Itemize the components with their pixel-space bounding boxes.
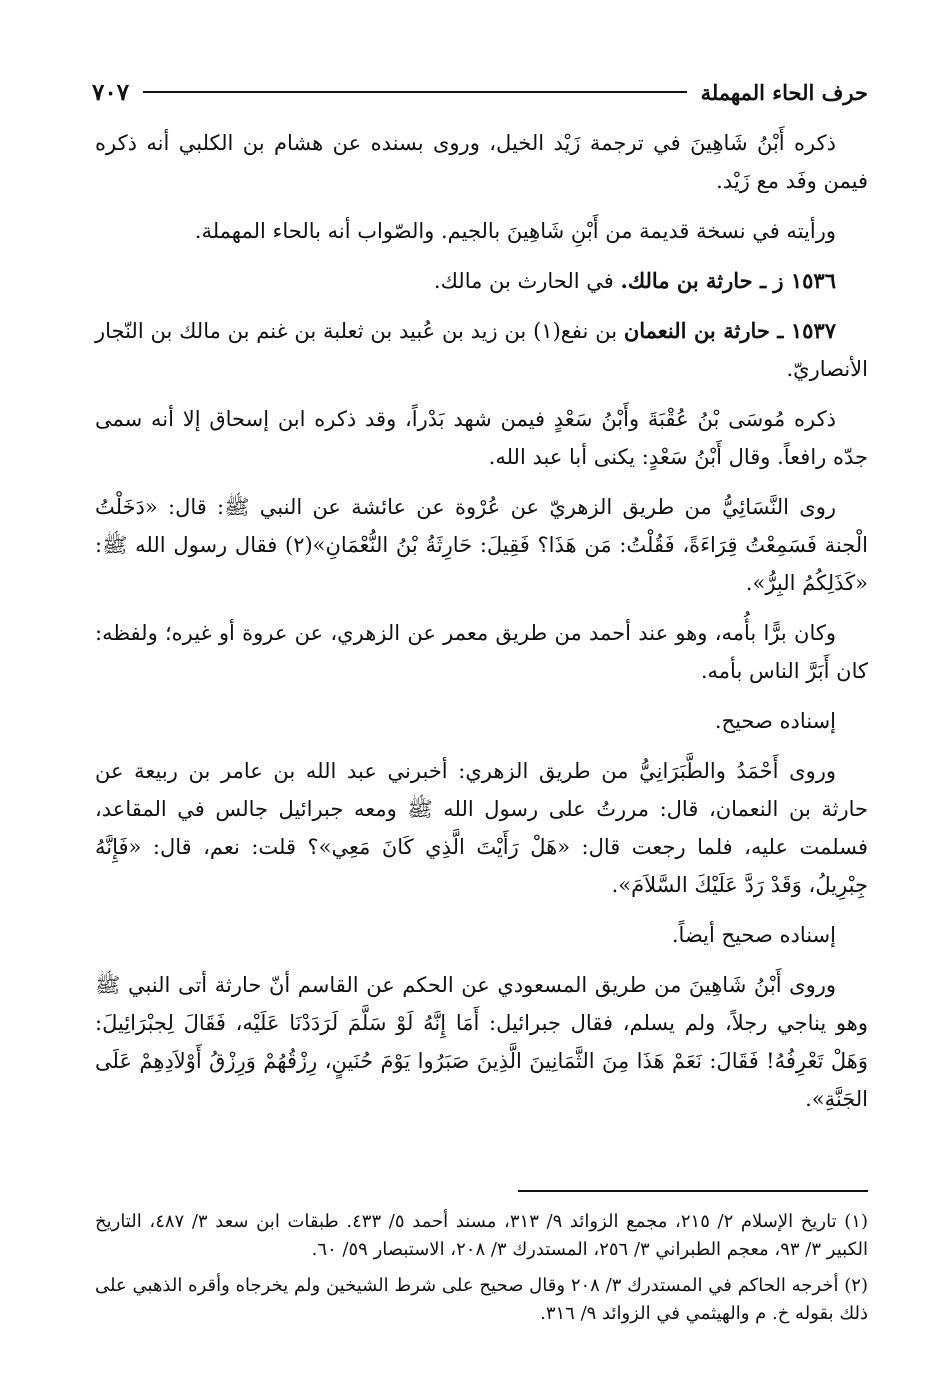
paragraph: ذكره أَبْنُ شَاهِينَ في ترجمة زَيْد الخيل، وروى بسنده عن هشام بن الكلبي أنه ذكره فيمن وفَد مع زَيْد. [95,131,868,193]
footnote-2: (٢) أخرجه الحاكم في المستدرك ٣/ ٢٠٨ وقال صحيح على شرط الشيخين ولم يخرجاه وأقره الذهبي على ذلك بقوله خ. م والهيثمي في الزوائد ٩/ ٣١٦. [95,1275,868,1324]
paragraph: إسناده صحيح. [714,709,836,733]
entry-1537 [95,312,868,388]
running-title: حرف الحاء المهملة [700,79,868,105]
paragraph: إسناده صحيح أيضاً. [671,923,836,947]
footnote-rule [518,1190,868,1192]
page-header [92,72,868,112]
entry-1536 [95,262,868,300]
entry-heading: ١٥٣٧ ـ حارثة بن النعمان [623,318,836,343]
page-number: ٧٠٧ [92,78,130,106]
footnote-1: (١) تاريخ الإسلام ٢/ ٢١٥، مجمع الزوائد ٩/ ٣١٣، مسند أحمد ٥/ ٤٣٣. طبقات ابن سعد ٣/ ٤٨٧، التاريخ الكبير ٣/ ٩٣، معجم الطبراني ٣/ ٢٥٦، المستدرك ٣/ ٢٠٨، الاستبصار ٥٩/ ٦٠. [95,1211,868,1260]
header-rule [143,91,687,93]
paragraph: وروى أَبْنُ شَاهِينَ من طريق المسعودي عن الحكم عن القاسم أنّ حارثة أتى النبي ﷺ وهو يناجي رجلاً، ولم يسلم، فقال جبرائيل: أَمَا إِنَّهُ لَوْ سَلَّمَ لَرَدَدْنَا عَلَيْه، فَقَالَ لِجبْرَائِيلَ: وَهَلْ تَعْرِفُهُ! فَقَالَ: نَعَمْ هَذَا مِنَ الثَّمَانِينَ الَّذِينَ صَبَرُوا يَوْمَ حُنَينٍ، رِزْقُهُمْ وَرِزْقُ أَوْلاَدِهِمْ عَلَى الجَنَّةِ». [95,973,868,1111]
paragraph: ذكره مُوسَى بْنُ عُقْبَةَ وأَبْنُ سَعْدٍ فيمن شهد بَدْراً، وقد ذكره ابن إسحاق إلا أنه سمى جدّه رافعاً. وقال أَبْنُ سَعْدٍ: يكنى أبا عبد الله. [95,407,868,469]
paragraph: وروى أَحْمَدُ والطَّبَرَانِيُّ من طريق الزهري: أخبرني عبد الله بن عامر بن ربيعة عن حارثة بن النعمان، قال: مررتُ على رسول الله ﷺ ومعه جبرائيل جالس في المقاعد، فسلمت عليه، فلما رجعت قال: «هَلْ رَأَيْتَ الَّذِي كَانَ مَعِي»؟ قلت: نعم، قال: «فَإِنَّهُ جِبْرِيلُ، وَقَدْ رَدَّ عَلَيْكَ السَّلاَمَ». [95,759,868,897]
entry-heading: ١٥٣٦ ز ـ حارثة بن مالك. [620,268,836,293]
paragraph: ورأيته في نسخة قديمة من أَبْنِ شَاهِينَ بالجيم. والصّواب أنه بالحاء المهملة. [194,219,836,243]
main-text [95,124,868,1130]
paragraph: روى النَّسَائِيُّ من طريق الزهريّ عن عُرْوة عن عائشة عن النبي ﷺ: قال: «دَخَلْتُ الْجنة فَسَمِعْتُ قِرَاءَةً، فَقُلْتُ: مَن هَذَا؟ فَقِيلَ: حَارِثَةُ بْنُ النُّعْمَانِ»(٢) فقال رسول الله ﷺ: «كَذَلِكُمُ البِرُّ». [95,495,868,595]
entry-text: في الحارث بن مالك. [433,269,621,293]
footnotes [95,1208,868,1336]
paragraph: وكان برًّا بأُمه، وهو عند أحمد من طريق معمر عن الزهري، عن عروة أو غيره؛ ولفظه: كان أَبَرَّ الناس بأمه. [95,621,868,683]
entry-text: بن نفع(١) بن زيد بن عُبيد بن ثعلبة بن غنم بن مالك بن النّجار الأنصاريّ. [95,319,868,381]
